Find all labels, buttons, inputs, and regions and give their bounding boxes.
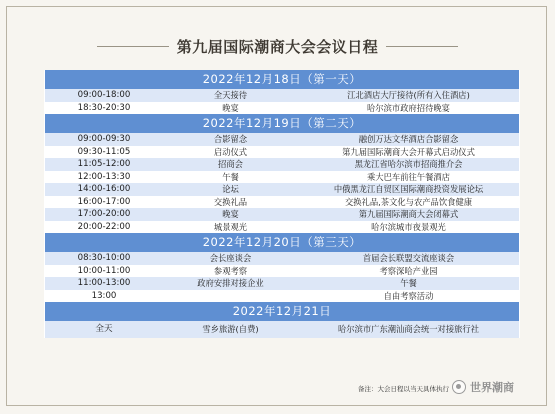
detail-cell: 融创万达文华酒店合影留念 [358,134,459,144]
detail-cell: 黑龙江省哈尔滨市招商推介会 [354,159,463,169]
detail-cell: 第九届国际潮商大会闭幕式 [358,209,459,219]
table-row [45,277,519,290]
time-cell: 20:00-22:00 [77,221,131,232]
item-cell: 合影留念 [213,134,248,144]
title-bar [0,36,555,56]
detail-cell: 中俄黑龙江自贸区国际潮商投资发展论坛 [333,184,484,194]
item-cell: 午餐 [222,171,239,182]
time-cell: 11:05-12:00 [77,159,131,169]
detail-cell: 自由考察活动 [383,290,434,301]
detail-cell: 首届会长联盟交流座谈会 [362,253,455,263]
detail-cell: 哈尔滨城市夜景观光 [371,221,446,232]
table-row [45,196,519,209]
title-rule-left [97,46,169,47]
watermark-text: 世界潮商 [470,381,514,394]
table-row [45,290,519,303]
table-row [45,146,519,159]
day-header-4: 2022年12月21日 [45,302,519,321]
time-cell: 13:00 [91,290,117,301]
day-header-2: 2022年12月19日（第二天） [45,114,519,133]
item-cell: 会长座谈会 [209,253,252,263]
wechat-logo-icon [452,380,466,394]
time-cell: 全天 [95,324,113,334]
item-cell: 晚宴 [222,209,239,219]
detail-cell: 交换礼品,茶文化与农产品饮食健康 [344,196,473,207]
table-row [45,252,519,265]
detail-cell: 江北酒店大厅接待(所有入住酒店) [347,90,470,100]
table-row [45,265,519,278]
item-cell: 雪乡旅游(自费) [202,324,259,334]
time-cell: 09:00-09:30 [77,134,131,144]
day-header-3: 2022年12月20日（第三天） [45,233,519,252]
item-cell: 论坛 [222,184,239,194]
item-cell: 交换礼品 [213,196,248,207]
watermark [452,379,514,395]
time-cell: 09:30-11:05 [77,146,131,157]
table-row [45,171,519,184]
item-cell: 城景观光 [213,221,248,232]
item-cell: 启动仪式 [213,146,248,157]
page-title: 第九届国际潮商大会会议日程 [176,37,379,56]
time-cell: 18:30-20:30 [77,102,131,113]
item-cell: 招商会 [218,159,243,169]
detail-cell: 哈尔滨市广东潮汕商会统一对接旅行社 [337,324,480,334]
table-row [45,89,519,102]
time-cell: 14:00-16:00 [77,184,131,194]
time-cell: 16:00-17:00 [77,196,131,207]
table-row [45,183,519,196]
table-row [45,102,519,115]
table-row [45,221,519,234]
detail-cell: 乘大巴车前往午餐酒店 [367,171,450,182]
item-cell [163,290,298,303]
time-cell: 10:00-11:00 [77,265,131,276]
table-row [45,133,519,146]
schedule-table [44,70,520,338]
table-row [45,208,519,221]
item-cell: 晚宴 [222,102,239,113]
time-cell: 08:30-10:00 [77,253,131,263]
time-cell: 11:00-13:00 [77,278,131,288]
item-cell: 政府安排对接企业 [197,278,264,288]
time-cell: 17:00-20:00 [77,209,131,219]
detail-cell: 午餐 [400,278,417,288]
detail-cell: 考察深哈产业园 [379,265,438,276]
table-row [45,158,519,171]
footnote: 备注：大会日程以当天具体执行 [358,385,449,393]
time-cell: 09:00-18:00 [77,90,131,100]
day-header-1: 2022年12月18日（第一天） [45,70,519,89]
detail-cell: 哈尔滨市政府招待晚宴 [367,102,450,113]
detail-cell: 第九届国际潮商大会开幕式启动仪式 [342,146,475,157]
title-rule-right [386,46,458,47]
item-cell: 参观考察 [213,265,248,276]
time-cell: 12:00-13:30 [77,171,131,182]
item-cell: 全天接待 [213,90,248,100]
table-row [45,321,519,338]
